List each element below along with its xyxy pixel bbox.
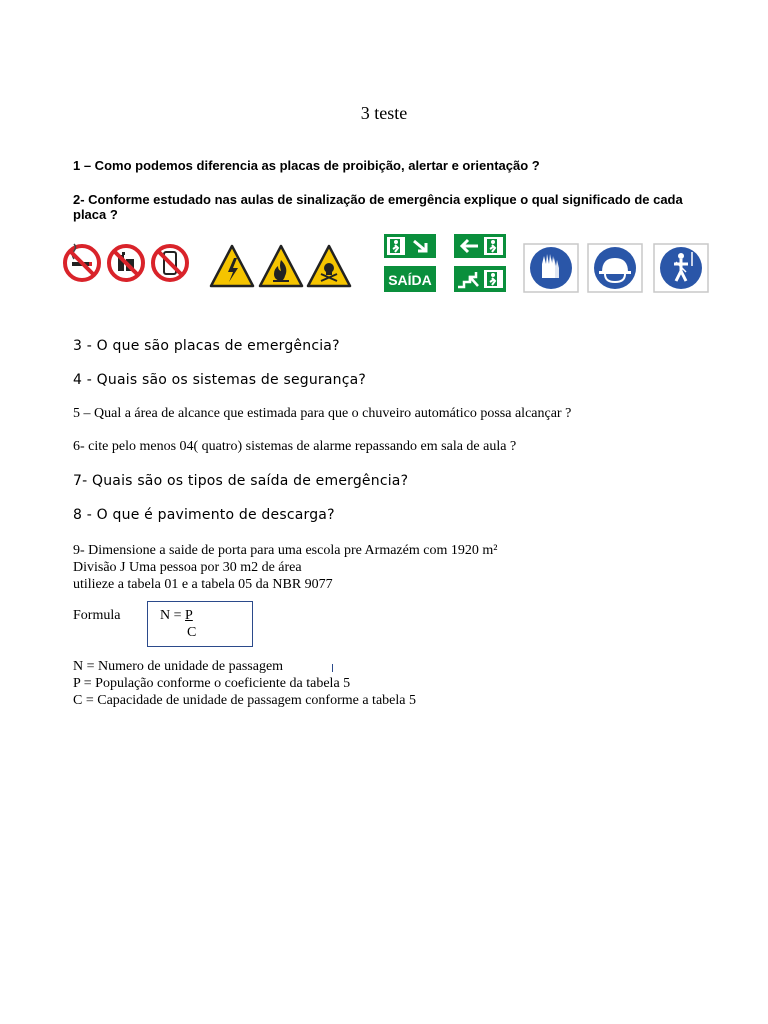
exit-stairs-icon — [454, 266, 506, 292]
definition-c: C = Capacidade de unidade de passagem conforme a tabela 5 — [73, 693, 416, 708]
formula-lhs: N = — [160, 608, 186, 623]
question-7: 7- Quais são os tipos de saída de emergência? — [73, 473, 409, 489]
wear-gloves-icon — [524, 244, 578, 292]
exit-arrow-left-icon — [454, 234, 506, 258]
question-9-line: 9- Dimensione a saide de porta para uma escola pre Armazém com 1920 m² — [73, 543, 498, 558]
wear-helmet-icon — [588, 244, 642, 292]
definitions — [73, 658, 416, 709]
question-9 — [73, 542, 497, 593]
no-mobile-phone-icon — [153, 246, 187, 280]
formula-numerator: P — [185, 608, 193, 623]
formula-box — [147, 601, 253, 647]
question-4: 4 - Quais são os sistemas de segurança? — [73, 372, 367, 388]
svg-text:SAÍDA: SAÍDA — [388, 272, 432, 288]
question-3: 3 - O que são placas de emergência? — [73, 338, 340, 354]
question-8: 8 - O que é pavimento de descarga? — [73, 507, 335, 523]
question-1: 1 – Como podemos diferencia as placas de proibição, alertar e orientação ? — [73, 158, 540, 173]
definition-n: N = Numero de unidade de passagem — [73, 659, 284, 674]
toxic-hazard-icon — [308, 246, 350, 286]
question-9-line: utilieze a tabela 01 e a tabela 05 da NBR 9077 — [73, 577, 333, 592]
formula-label: Formula — [73, 608, 121, 623]
question-6: 6- cite pelo menos 04( quatro) sistemas de alarme repassando em sala de aula ? — [73, 439, 517, 454]
safety-signs-row — [62, 230, 712, 296]
saida-exit-icon — [384, 266, 436, 292]
exit-arrow-right-icon — [384, 234, 436, 258]
no-fire-extinguisher-obstruction-icon — [109, 246, 143, 280]
formula-numerator-line — [160, 608, 193, 624]
flammable-hazard-icon — [260, 246, 302, 286]
question-5: 5 – Qual a área de alcance que estimada para que o chuveiro automático possa alcançar ? — [73, 406, 572, 421]
definition-p: P = População conforme o coeficiente da tabela 5 — [73, 676, 351, 691]
question-9-line: Divisão J Uma pessoa por 30 m2 de área — [73, 560, 302, 575]
text-cursor — [332, 664, 333, 672]
page-title: 3 teste — [360, 103, 408, 123]
wear-harness-icon — [654, 244, 708, 292]
formula-denominator: C — [187, 625, 197, 640]
no-smoking-icon — [65, 244, 99, 280]
electrical-hazard-icon — [211, 246, 253, 286]
question-2: 2- Conforme estudado nas aulas de sinalização de emergência explique o qual significado de cada placa ? — [73, 192, 683, 222]
